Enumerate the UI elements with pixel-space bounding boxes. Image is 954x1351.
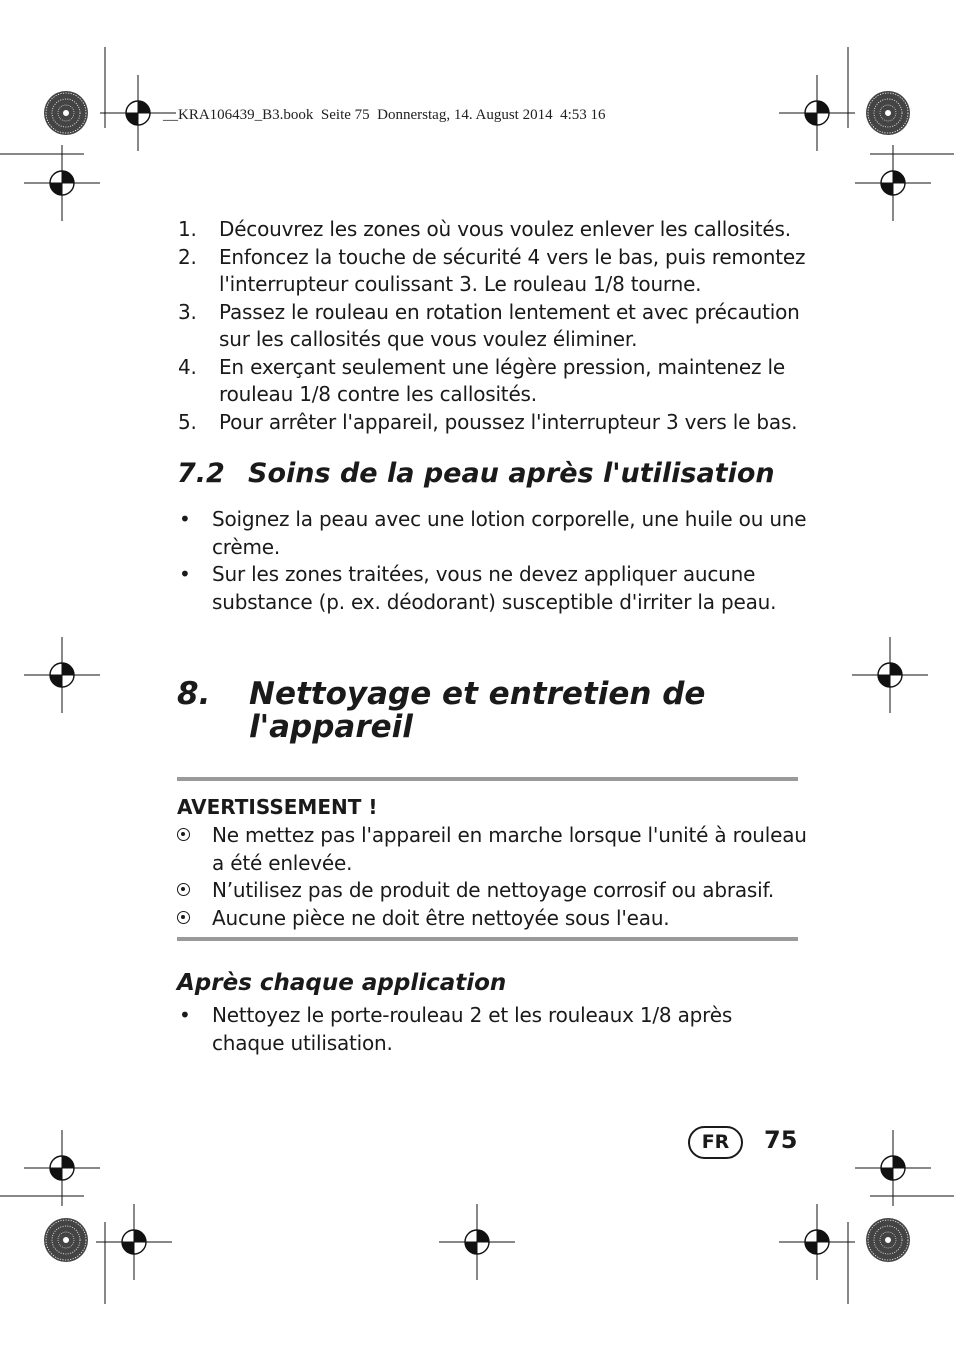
- step-text: Pour arrêter l'appareil, poussez l'interrupteur 3 vers le bas.: [219, 409, 798, 434]
- step-item: [178, 409, 818, 437]
- chapter-number: 8.: [177, 676, 211, 712]
- step-number: 5.: [178, 409, 197, 434]
- chapter-title: Nettoyage et entretien de l'appareil: [249, 676, 706, 745]
- warning-title: AVERTISSEMENT !: [177, 795, 378, 819]
- warning-bottom-rule: [177, 937, 798, 941]
- list-item: [177, 1002, 807, 1057]
- section-number: 7.2: [177, 458, 225, 489]
- warning-top-rule: [177, 777, 798, 781]
- step-number: 3.: [178, 299, 197, 324]
- step-item: [178, 354, 818, 409]
- chapter-heading: [177, 678, 729, 744]
- list-item: [177, 561, 807, 616]
- language-badge: FR: [688, 1126, 743, 1159]
- after-use-list: [177, 1002, 807, 1057]
- list-item: [177, 506, 807, 561]
- subsection-heading: Après chaque application: [177, 970, 507, 996]
- warning-item-text: Aucune pièce ne doit être nettoyée sous l'eau.: [212, 905, 670, 930]
- step-item: [178, 244, 818, 299]
- step-number: 2.: [178, 244, 197, 269]
- warning-item: [177, 877, 807, 905]
- bullet-icon: •: [179, 1003, 191, 1027]
- list-item-text: Sur les zones traitées, vous ne devez appliquer aucune substance (p. ex. déodorant) susceptible d'irriter la peau.: [212, 562, 777, 614]
- step-text: Découvrez les zones où vous voulez enlever les callosités.: [219, 217, 791, 241]
- list-item-text: Nettoyez le porte-rouleau 2 et les rouleaux 1/8 après chaque utilisation.: [212, 1003, 733, 1055]
- warning-symbol-icon: [177, 828, 190, 841]
- bullet-icon: •: [179, 562, 191, 586]
- step-item: [178, 216, 818, 244]
- step-number: 1.: [178, 217, 197, 241]
- print-header: __KRA106439_B3.book Seite 75 Donnerstag, 14. August 2014 4:53 16: [163, 107, 606, 123]
- warning-symbol-icon: [177, 883, 190, 896]
- warning-list: [177, 822, 807, 932]
- step-text: Passez le rouleau en rotation lentement et avec précaution sur les callosités que vous voulez éliminer.: [219, 299, 800, 351]
- step-number: 4.: [178, 354, 197, 379]
- skin-care-list: [177, 506, 807, 616]
- list-item-text: Soignez la peau avec une lotion corporelle, une huile ou une crème.: [212, 507, 807, 559]
- step-list: [178, 216, 818, 436]
- step-item: [178, 299, 818, 354]
- step-text: Enfoncez la touche de sécurité 4 vers le bas, puis remontez l'interrupteur coulissant 3. Le rouleau 1/8 tourne.: [219, 244, 806, 296]
- warning-symbol-icon: [177, 911, 190, 924]
- warning-item-text: Ne mettez pas l'appareil en marche lorsque l'unité à rouleau a été enlevée.: [212, 823, 807, 875]
- warning-item-text: N’utilisez pas de produit de nettoyage corrosif ou abrasif.: [212, 878, 775, 902]
- warning-item: [177, 905, 807, 933]
- bullet-icon: •: [179, 507, 191, 531]
- page-number: 75: [764, 1126, 798, 1154]
- step-text: En exerçant seulement une légère pression, maintenez le rouleau 1/8 contre les callosités.: [219, 354, 785, 406]
- section-title: Soins de la peau après l'utilisation: [248, 458, 775, 489]
- section-heading: [177, 458, 775, 489]
- warning-item: [177, 822, 807, 877]
